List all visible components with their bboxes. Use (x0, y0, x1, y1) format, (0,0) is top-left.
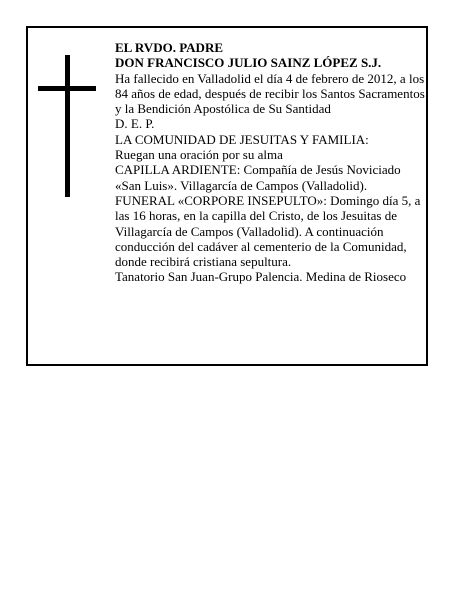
death-announcement: Ha fallecido en Valladolid el día 4 de febrero de 2012, a los 84 años de edad, después de recibir los Santos Sacramentos y la Bendición Apostólica de Su Santidad (115, 70, 425, 117)
dep-line: D. E. P. (115, 116, 155, 132)
title-line-1: EL RVDO. PADRE (115, 40, 224, 55)
community-line: LA COMUNIDAD DE JESUITAS Y FAMILIA: (115, 131, 369, 147)
chapel-line: CAPILLA ARDIENTE: Compañía de Jesús Noviciado «San Luis». Villagarcía de Campos (Valladolid). (115, 162, 401, 193)
obituary-text (115, 40, 427, 285)
funeral-home-line: Tanatorio San Juan-Grupo Palencia. Medina de Rioseco (115, 269, 407, 285)
title-line-2: DON FRANCISCO JULIO SAINZ LÓPEZ S.J. (115, 55, 382, 71)
cross-horizontal-bar (38, 86, 96, 91)
prayer-line: Ruegan una oración por su alma (115, 147, 283, 163)
cross-vertical-bar (65, 55, 70, 197)
funeral-line: FUNERAL «CORPORE INSEPULTO»: Domingo día 5, a las 16 horas, en la capilla del Cristo, de los Jesuitas de Villagarcía de Campos (Valladolid). A continuación conducción del cadáver al cementerio de la Comunidad, donde recibirá cristiana sepultura. (115, 192, 421, 270)
